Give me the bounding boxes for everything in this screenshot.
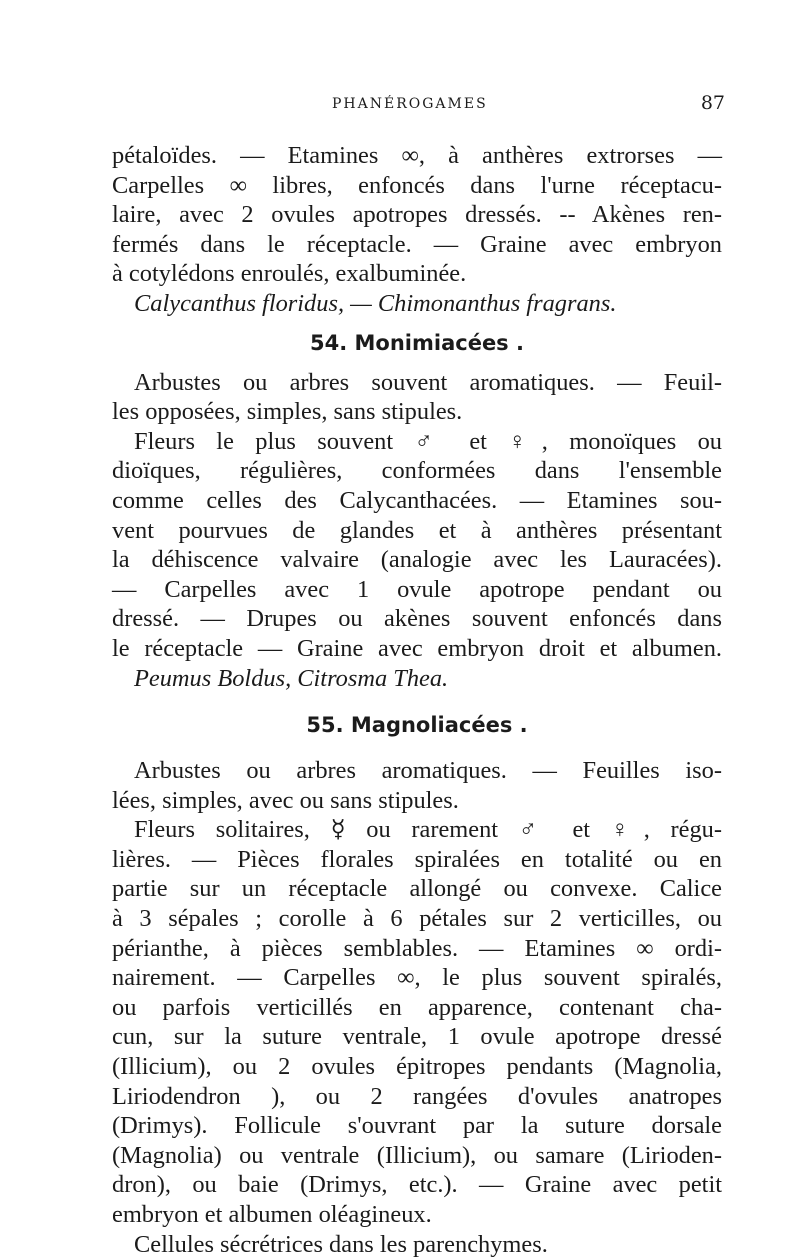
text-line: les opposées, simples, sans stipules.	[112, 398, 463, 426]
text-line: Arbustes ou arbres aromatiques. — Feuilles iso-	[134, 757, 722, 785]
text-line: lières. — Pièces florales spiralées en totalité ou en	[112, 845, 722, 873]
text-line: dron), ou baie (Drimys, etc.). — Graine avec petit	[112, 1171, 722, 1199]
running-title: PHANÉROGAMES	[332, 96, 488, 112]
text-line: dioïques, régulières, conformées dans l'ensemble	[112, 457, 722, 485]
text-line: à cotylédons enroulés, exalbuminée.	[112, 260, 467, 288]
text-line: Fleurs le plus souvent ♂ et ♀, monoïques ou	[134, 427, 722, 455]
text-line: embryon et albumen oléagineux.	[112, 1201, 432, 1228]
text-line: laire, avec 2 ovules apotropes dressés. -- Akènes ren-	[112, 201, 722, 229]
section-heading: 54. Monimiacées .	[310, 330, 524, 355]
text-line: ou parfois verticillés en apparence, contenant cha-	[112, 993, 722, 1021]
text-line: Fleurs solitaires, ☿ ou rarement ♂ et ♀, régu-	[134, 816, 722, 844]
species-list: Peumus Boldus, Citrosma Thea.	[134, 664, 449, 692]
text-line: cun, sur la suture ventrale, 1 ovule apotrope dressé	[112, 1023, 722, 1051]
text-line: nairement. — Carpelles ∞, le plus souvent spiralés,	[112, 964, 722, 992]
text-line: périanthe, à pièces semblables. — Etamines ∞ ordi-	[112, 934, 722, 962]
text-line: pétaloïdes. — Etamines ∞, à anthères extrorses —	[112, 142, 722, 169]
page-number: 87	[700, 92, 725, 114]
body-text	[112, 141, 722, 1259]
section-heading: 55. Magnoliacées .	[306, 713, 528, 738]
text-line: Liriodendron ), ou 2 rangées d'ovules anatropes	[112, 1082, 722, 1110]
running-header	[110, 92, 725, 120]
text-line: vent pourvues de glandes et à anthères présentant	[112, 516, 722, 544]
text-line: à 3 sépales ; corolle à 6 pétales sur 2 verticilles, ou	[112, 905, 722, 933]
text-line: fermés dans le réceptacle. — Graine avec embryon	[112, 230, 722, 258]
text-line: Arbustes ou arbres souvent aromatiques. — Feuil-	[134, 368, 722, 396]
text-line: dressé. — Drupes ou akènes souvent enfoncés dans	[112, 605, 722, 633]
text-line: la déhiscence valvaire (analogie avec les Lauracées).	[112, 546, 722, 574]
text-line: Cellules sécrétrices dans les parenchymes.	[134, 1230, 548, 1258]
text-line: lées, simples, avec ou sans stipules.	[112, 786, 459, 814]
text-line: Carpelles ∞ libres, enfoncés dans l'urne réceptacu-	[112, 171, 722, 199]
text-line: (Drimys). Follicule s'ouvrant par la suture dorsale	[112, 1112, 722, 1140]
text-line: comme celles des Calycanthacées. — Etamines sou-	[112, 486, 722, 514]
text-line: (Magnolia) ou ventrale (Illicium), ou samare (Lirioden-	[112, 1141, 722, 1169]
text-line: le réceptacle — Graine avec embryon droit et albumen.	[112, 634, 722, 662]
text-line: partie sur un réceptacle allongé ou convexe. Calice	[112, 875, 722, 903]
text-line: — Carpelles avec 1 ovule apotrope pendant ou	[112, 575, 722, 603]
text-line: (Illicium), ou 2 ovules épitropes pendants (Magnolia,	[112, 1053, 722, 1081]
species-list: Calycanthus floridus, — Chimonanthus fragrans.	[134, 289, 617, 317]
